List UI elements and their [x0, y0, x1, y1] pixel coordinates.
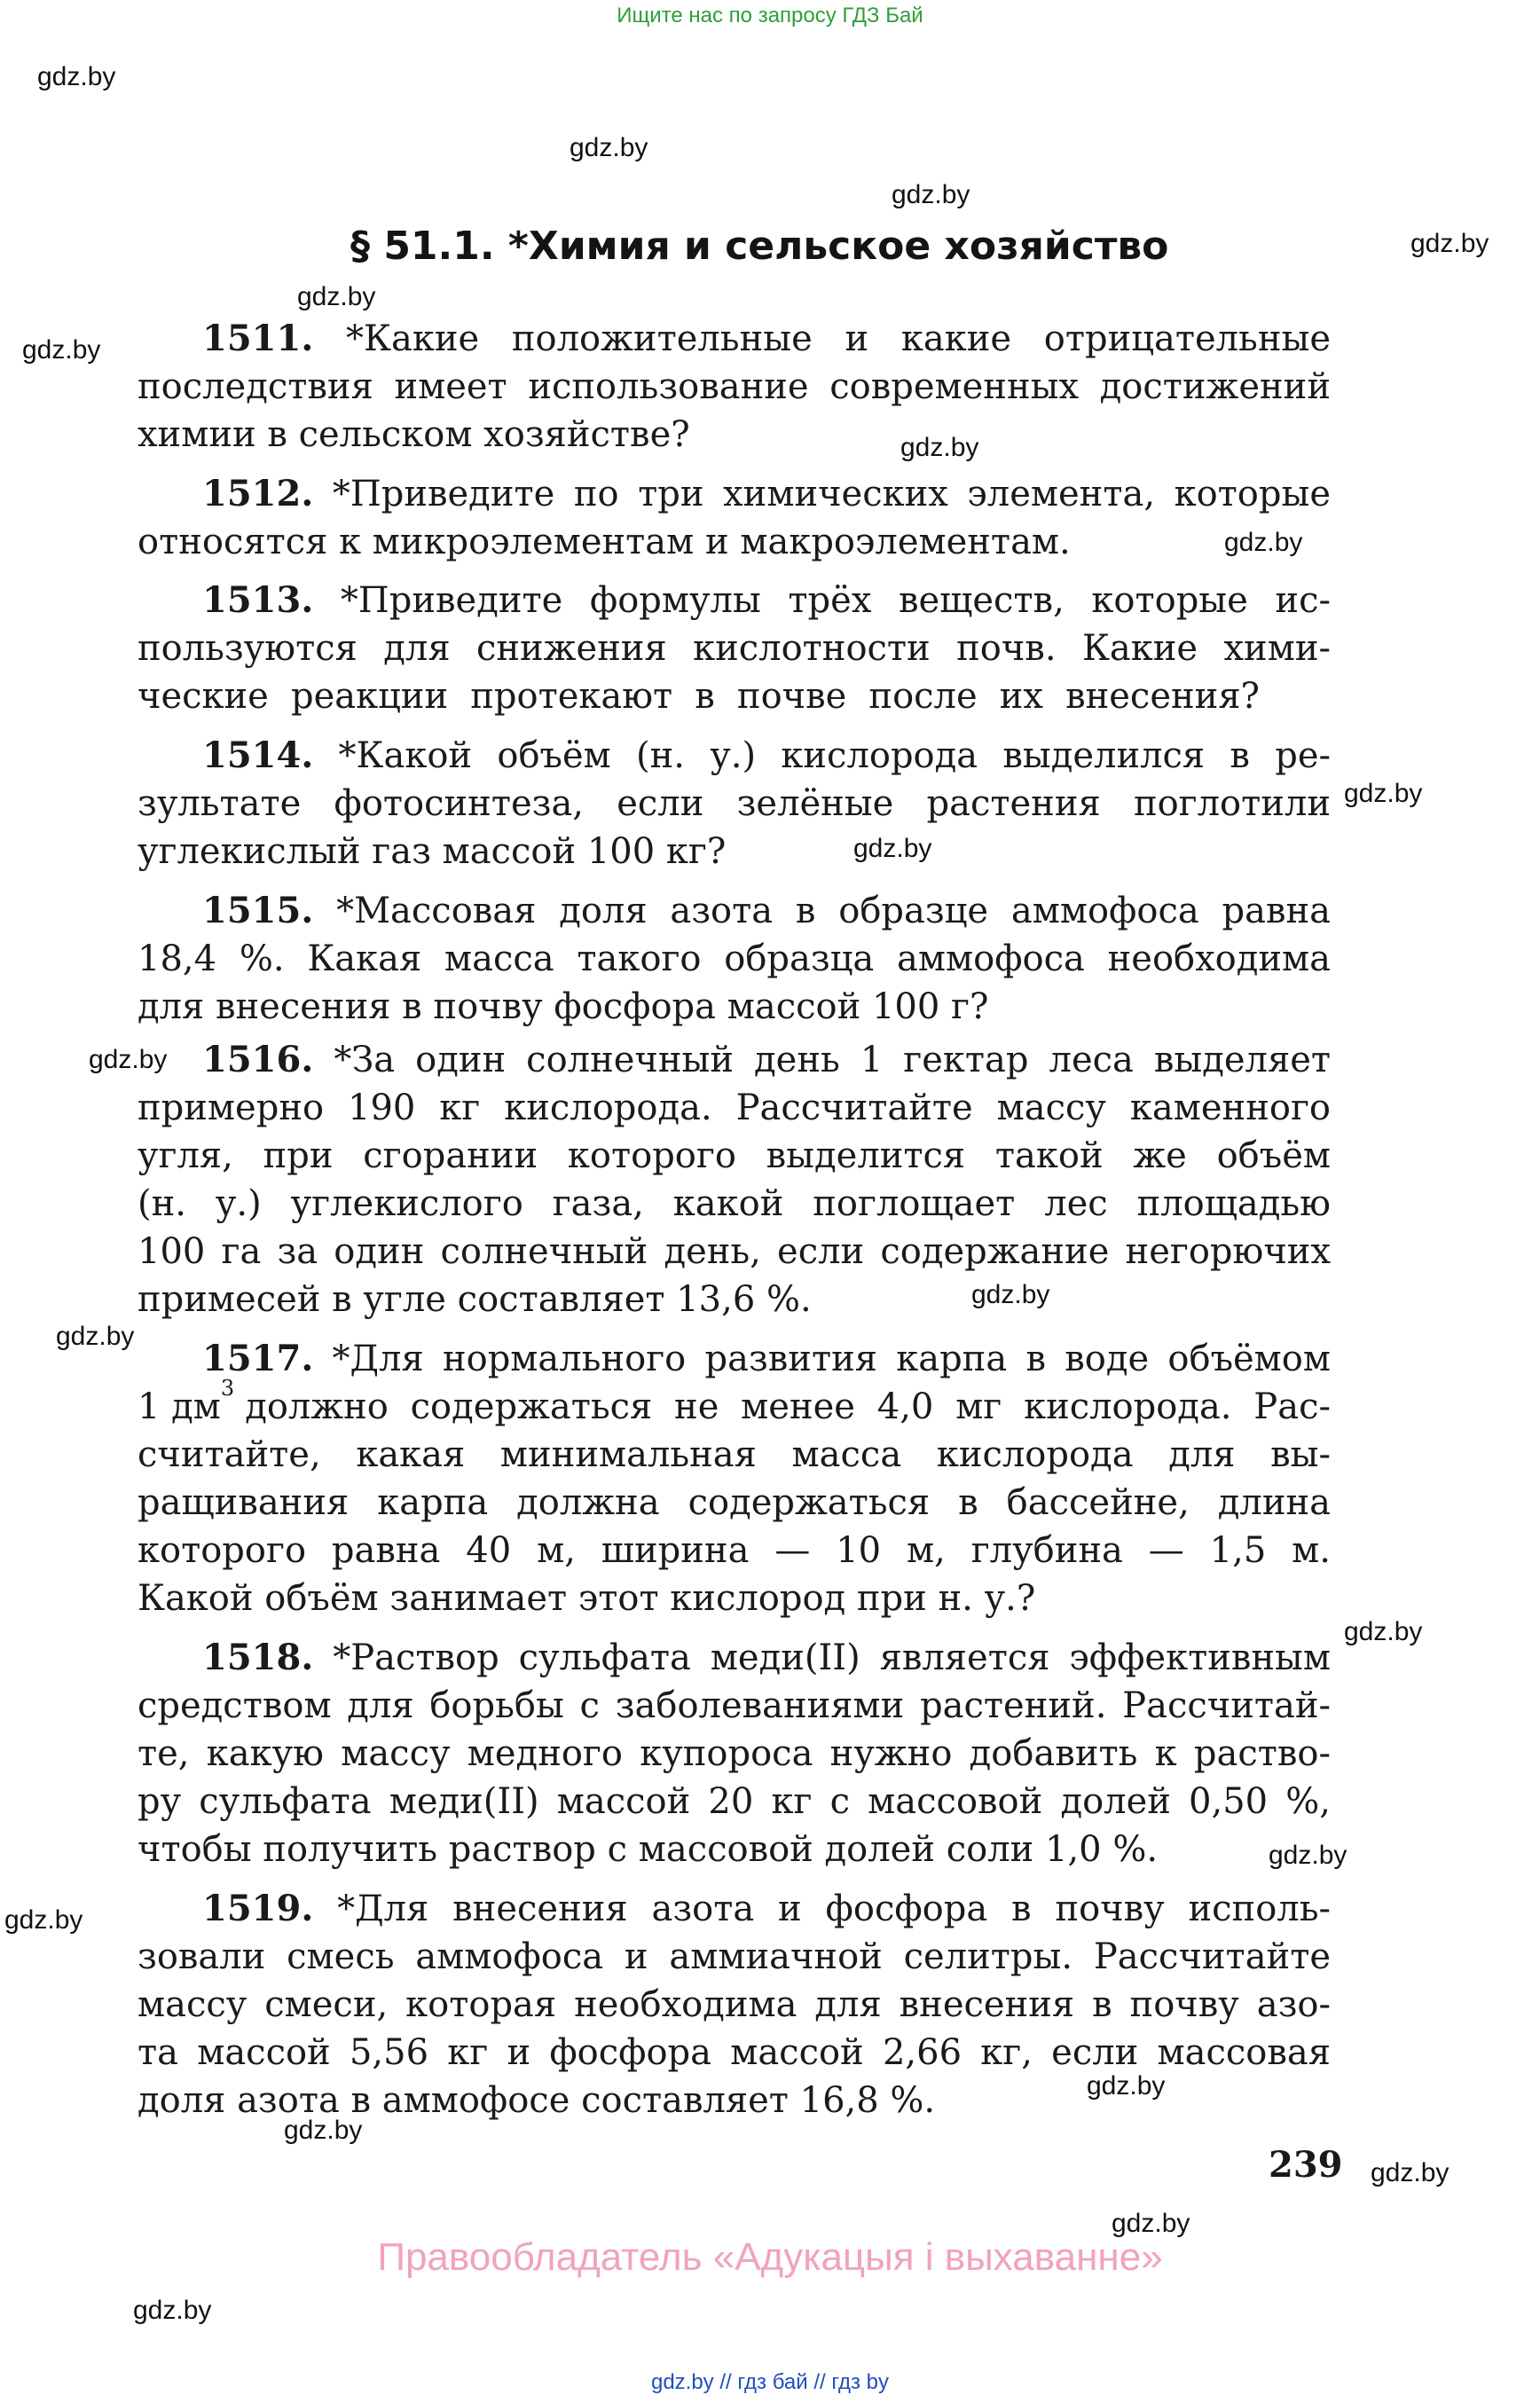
problem-line: примерно 190 кг кислорода. Рассчитайте массу каменного [138, 1088, 1331, 1128]
problem-line: 1517. *Для нормального развития карпа в воде объёмом [202, 1338, 1331, 1379]
problem-number: 1511. [202, 318, 314, 359]
top-banner: Ищите нас по запросу ГДЗ Бай [617, 4, 923, 27]
problem-line: 18,4 %. Какая масса такого образца аммофоса необходима [138, 938, 1331, 979]
problem-line: зовали смесь аммофоса и аммиачной селитры. Рассчитайте [138, 1936, 1331, 1977]
problem-line: для внесения в почву фосфора массой 100 г? [138, 986, 989, 1027]
watermark: gdz.by [89, 1045, 168, 1074]
watermark: gdz.by [1344, 1617, 1423, 1646]
problem-line: которого равна 40 м, ширина — 10 м, глубина — 1,5 м. [138, 1530, 1331, 1571]
watermark: gdz.by [37, 62, 116, 91]
watermark: gdz.by [570, 133, 648, 162]
problem-line: 1519. *Для внесения азота и фосфора в почву исполь- [202, 1888, 1332, 1929]
problem-line: углекислый газ массой 100 кг? [138, 831, 727, 872]
problem-line: 1518. *Раствор сульфата меди(II) является эффективным [202, 1637, 1332, 1678]
watermark: gdz.by [56, 1322, 135, 1351]
problem-line: относятся к микроэлементам и макроэлементам. [138, 522, 1071, 562]
problem-line: последствия имеет использование современных достижений [138, 366, 1331, 407]
watermark: gdz.by [853, 834, 932, 863]
problem-line: 1516. *За один солнечный день 1 гектар леса выделяет [202, 1039, 1332, 1080]
watermark: gdz.by [133, 2296, 212, 2325]
watermark: gdz.by [1344, 779, 1423, 808]
problem-number: 1518. [202, 1637, 314, 1678]
problem-line: считайте, какая минимальная масса кислорода для вы- [138, 1434, 1331, 1475]
watermark: gdz.by [297, 282, 376, 311]
problem-line: химии в сельском хозяйстве? [138, 414, 690, 455]
problem-line: ческие реакции протекают в почве после их внесения? [138, 676, 1260, 717]
problem-line: 100 га за один солнечный день, если содержание негорючих [138, 1231, 1331, 1272]
problem-line: 1512. *Приведите по три химических элемента, которые [202, 473, 1331, 514]
problem-line: доля азота в аммофосе составляет 16,8 %. [138, 2080, 936, 2121]
problem-number: 1514. [202, 734, 314, 776]
page-number: 239 [1269, 2144, 1343, 2186]
problem-line: 1 дм $^3$ должно содержаться не менее 4,0 мг кислорода. Рас- [138, 1383, 1331, 1431]
watermark: gdz.by [1269, 1841, 1348, 1870]
problem-line: 1514. *Какой объём (н. у.) кислорода выделился в ре- [202, 734, 1332, 776]
problem-line: 1513. *Приведите формулы трёх веществ, которые ис- [202, 579, 1331, 621]
problem-number: 1516. [202, 1039, 314, 1080]
watermark: gdz.by [971, 1280, 1050, 1309]
copyright-holder: Правообладатель «Адукацыя і выхаванне» [377, 2235, 1163, 2279]
watermark: gdz.by [900, 433, 979, 462]
problem-number: 1517. [202, 1338, 314, 1379]
problem-line: чтобы получить раствор с массовой долей соли 1,0 %. [138, 1829, 1159, 1870]
watermark: gdz.by [1371, 2158, 1450, 2187]
problem-line: 1515. *Массовая доля азота в образце аммофоса равна [202, 890, 1331, 931]
problem-number: 1519. [202, 1888, 314, 1929]
problem-line: зультате фотосинтеза, если зелёные растения поглотили [138, 783, 1331, 824]
watermark: gdz.by [1087, 2071, 1166, 2101]
problem-number: 1512. [202, 473, 314, 514]
problem-number: 1513. [202, 579, 314, 621]
section-heading: § 51.1. *Химия и сельское хозяйство [350, 224, 1169, 269]
watermark: gdz.by [1410, 229, 1489, 258]
problem-line: угля, при сгорании которого выделится такой же объём [138, 1135, 1331, 1176]
watermark: gdz.by [892, 180, 970, 209]
watermark: gdz.by [1224, 528, 1303, 557]
problem-number: 1515. [202, 890, 314, 931]
problem-line: те, какую массу медного купороса нужно добавить к раство- [138, 1733, 1331, 1774]
problem-line: (н. у.) углекислого газа, какой поглощает лес площадью [138, 1183, 1331, 1224]
problem-line: ращивания карпа должна содержаться в бассейне, длина [138, 1482, 1331, 1523]
problem-line: примесей в угле составляет 13,6 %. [138, 1279, 812, 1320]
problem-line: Какой объём занимает этот кислород при н. у.? [138, 1578, 1036, 1619]
problem-line: та массой 5,56 кг и фосфора массой 2,66 кг, если массовая [138, 2032, 1331, 2073]
problem-line: 1511. *Какие положительные и какие отрицательные [202, 318, 1332, 359]
problem-line: пользуются для снижения кислотности почв. Какие хими- [138, 628, 1331, 669]
watermark: gdz.by [284, 2116, 363, 2145]
watermark: gdz.by [22, 335, 101, 365]
superscript: 3 [220, 1376, 235, 1401]
watermark: gdz.by [4, 1905, 83, 1935]
footer-links[interactable]: gdz.by // гдз бай // гдз by [650, 2370, 890, 2394]
problem-line: средством для борьбы с заболеваниями растений. Рассчитай- [138, 1685, 1331, 1726]
problem-line: ру сульфата меди(II) массой 20 кг с массовой долей 0,50 %, [138, 1781, 1331, 1822]
problem-line: массу смеси, которая необходима для внесения в почву азо- [138, 1984, 1331, 2025]
watermark: gdz.by [1112, 2209, 1190, 2238]
